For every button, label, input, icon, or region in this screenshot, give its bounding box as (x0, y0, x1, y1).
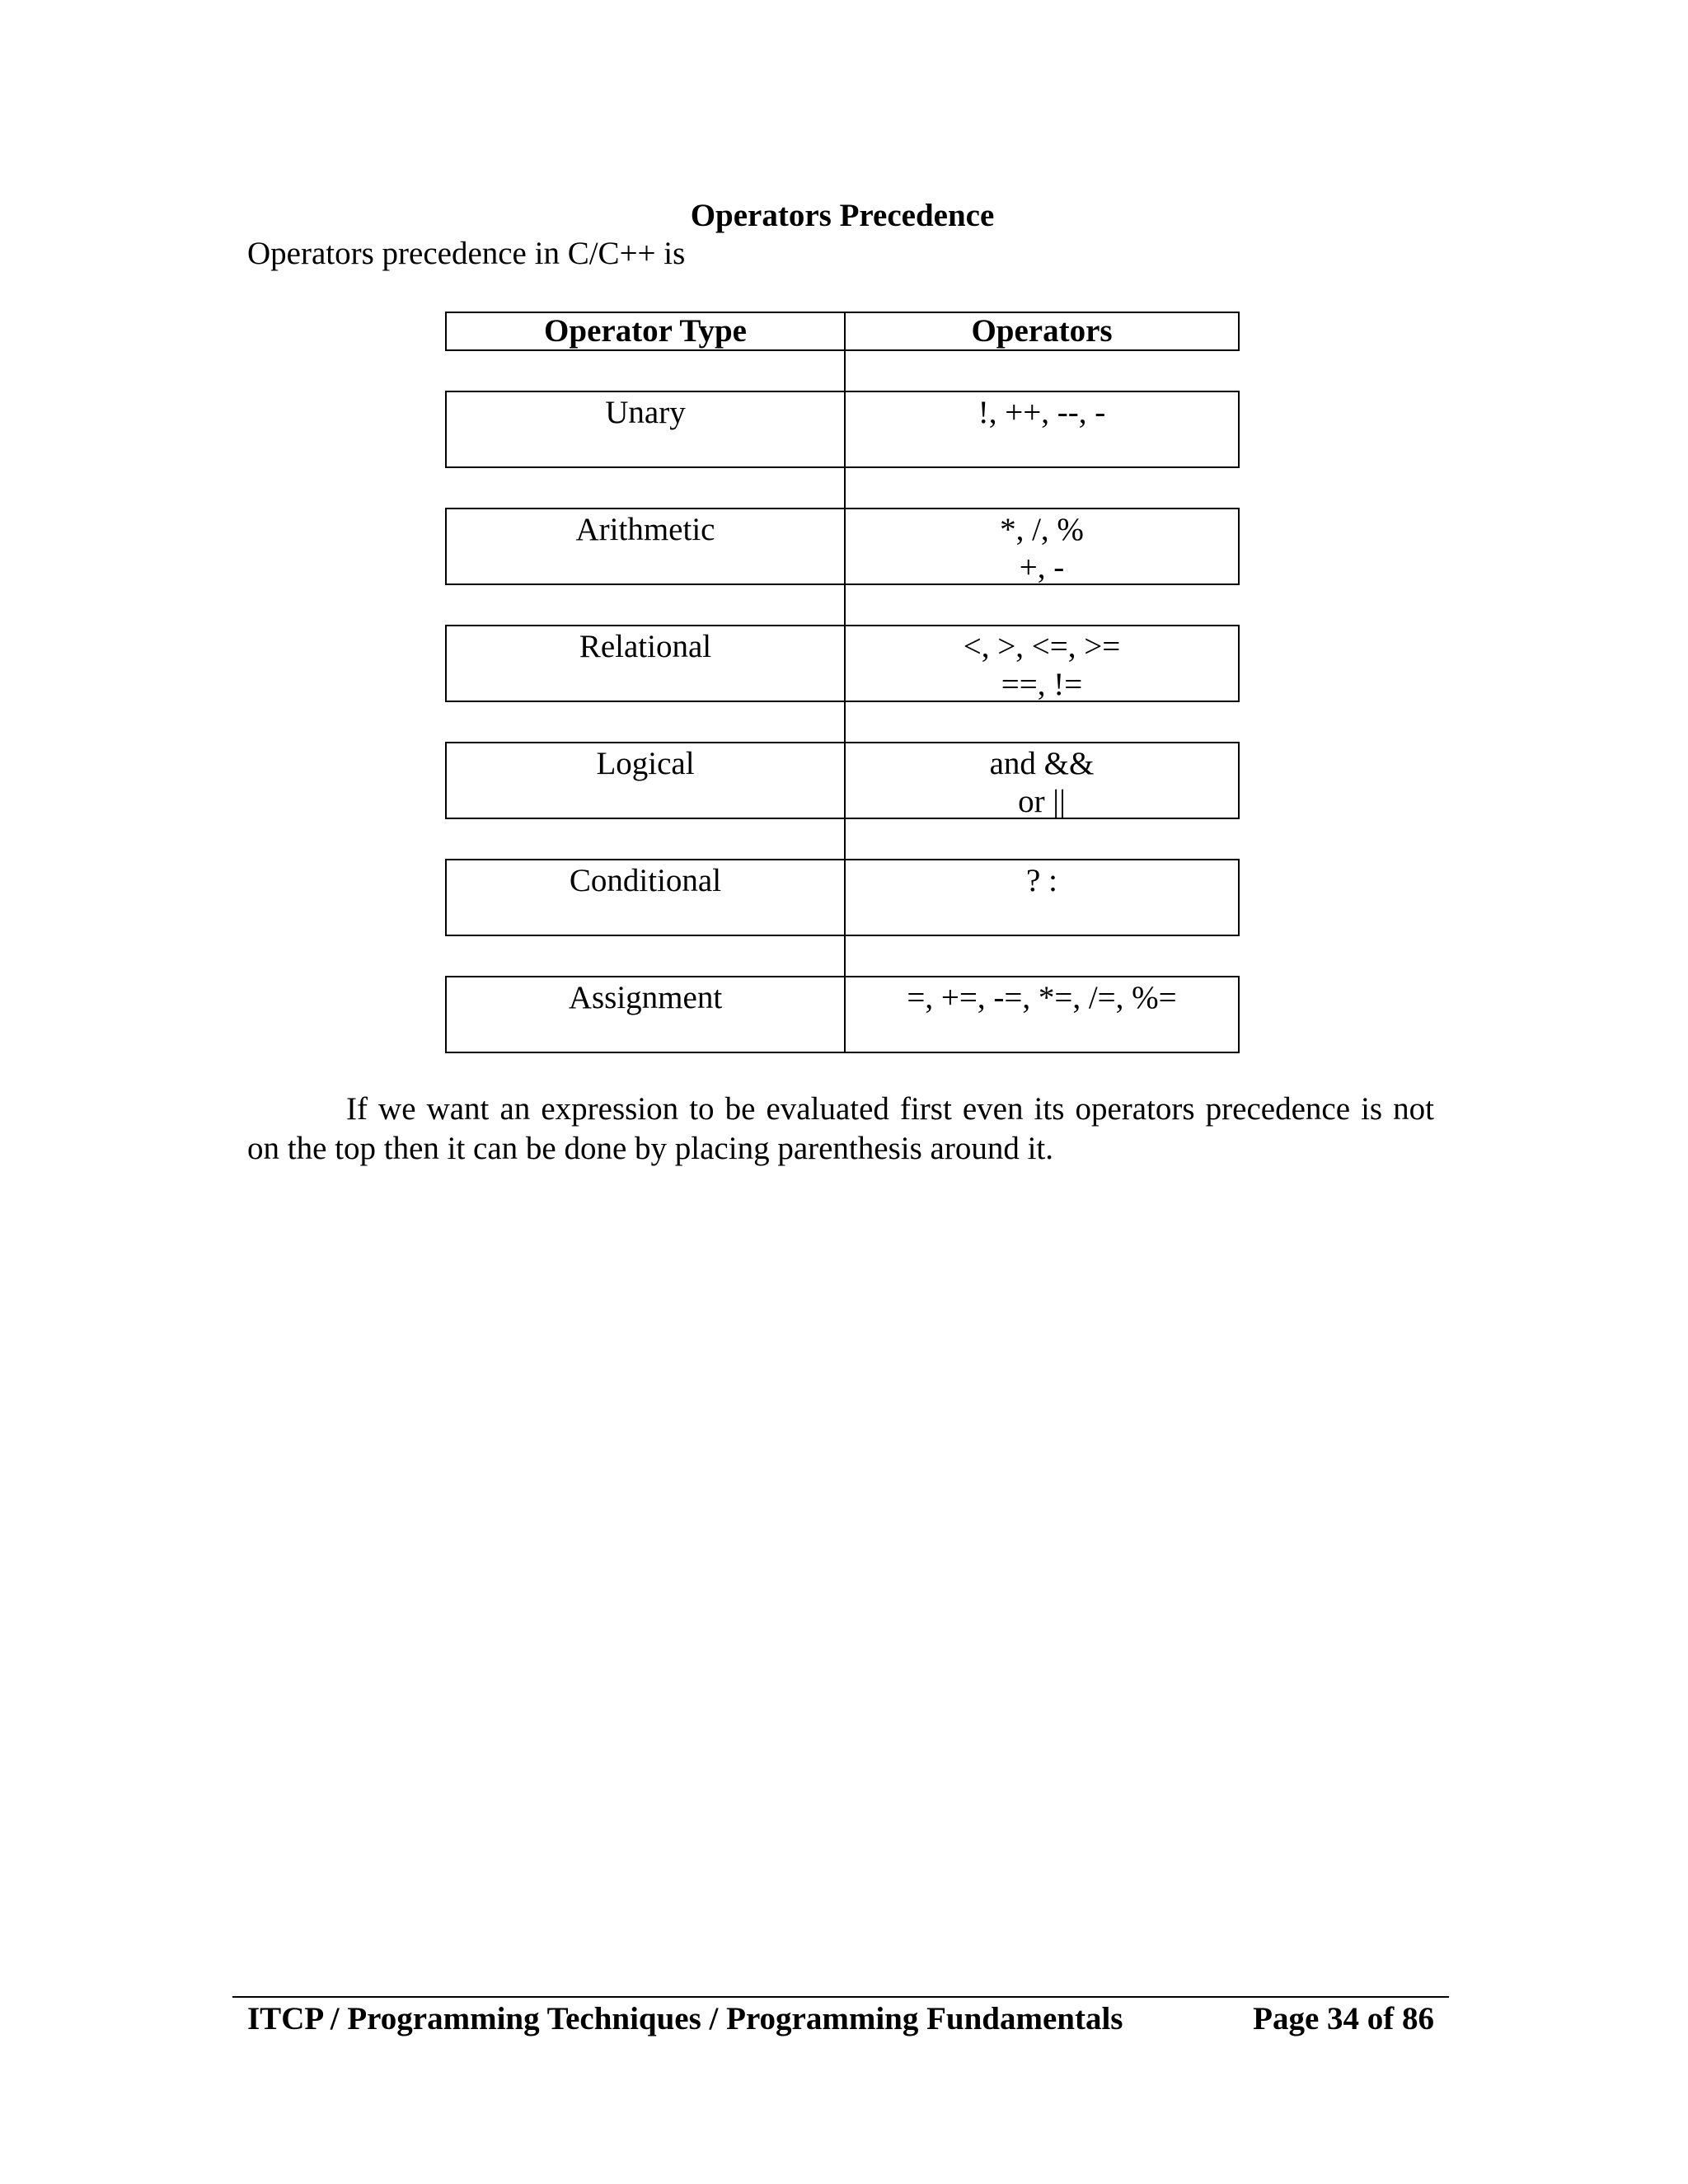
operators-cell (846, 509, 1238, 583)
column-header-operators: Operators (971, 313, 1113, 349)
operator-type-cell: Assignment (447, 977, 846, 1052)
table-row (445, 976, 1240, 1053)
operators-line: and && (989, 746, 1095, 781)
operators-cell (846, 860, 1238, 935)
table-spacer (445, 936, 1240, 976)
operators-line: +, - (1019, 550, 1065, 585)
table-spacer (445, 702, 1240, 742)
table-row (445, 859, 1240, 936)
operator-type-cell: Conditional (447, 860, 846, 935)
paragraph-line: If we want an expression to be evaluated first even its operators precedence is not (346, 1091, 1434, 1127)
operator-type-cell: Logical (447, 743, 846, 818)
table-row (445, 391, 1240, 468)
body-paragraph (247, 1090, 1434, 1169)
footer-course-path: ITCP / Programming Techniques / Programming Fundamentals (247, 2001, 1123, 2036)
intro-text: Operators precedence in C/C++ is (247, 236, 686, 271)
operators-cell (846, 392, 1238, 466)
table-spacer (445, 585, 1240, 625)
table-spacer (445, 351, 1240, 391)
operators-line: ==, != (1001, 667, 1083, 702)
footer-page-number: Page 34 of 86 (1253, 2001, 1434, 2036)
column-header-operator-type: Operator Type (447, 313, 846, 349)
operators-line: =, +=, -=, *=, /=, %= (907, 980, 1177, 1015)
operator-type-cell: Arithmetic (447, 509, 846, 583)
table-spacer (445, 468, 1240, 508)
table-header-row (445, 312, 1240, 351)
operators-line: ? : (1026, 863, 1057, 898)
operator-type-cell: Unary (447, 392, 846, 466)
table-row (445, 742, 1240, 819)
precedence-table (445, 312, 1240, 1053)
operators-cell (846, 977, 1238, 1052)
operators-line: or || (1018, 784, 1066, 819)
table-row (445, 508, 1240, 585)
operators-cell (846, 626, 1238, 701)
operators-cell (846, 743, 1238, 818)
operators-line: <, >, <=, >= (963, 629, 1121, 664)
table-spacer (445, 819, 1240, 859)
page-title: Operators Precedence (690, 198, 995, 233)
operators-line: *, /, % (1000, 512, 1084, 547)
operator-type-cell: Relational (447, 626, 846, 701)
table-row (445, 625, 1240, 702)
operators-line: !, ++, --, - (978, 395, 1106, 430)
paragraph-line: on the top then it can be done by placing parenthesis around it. (247, 1131, 1053, 1166)
